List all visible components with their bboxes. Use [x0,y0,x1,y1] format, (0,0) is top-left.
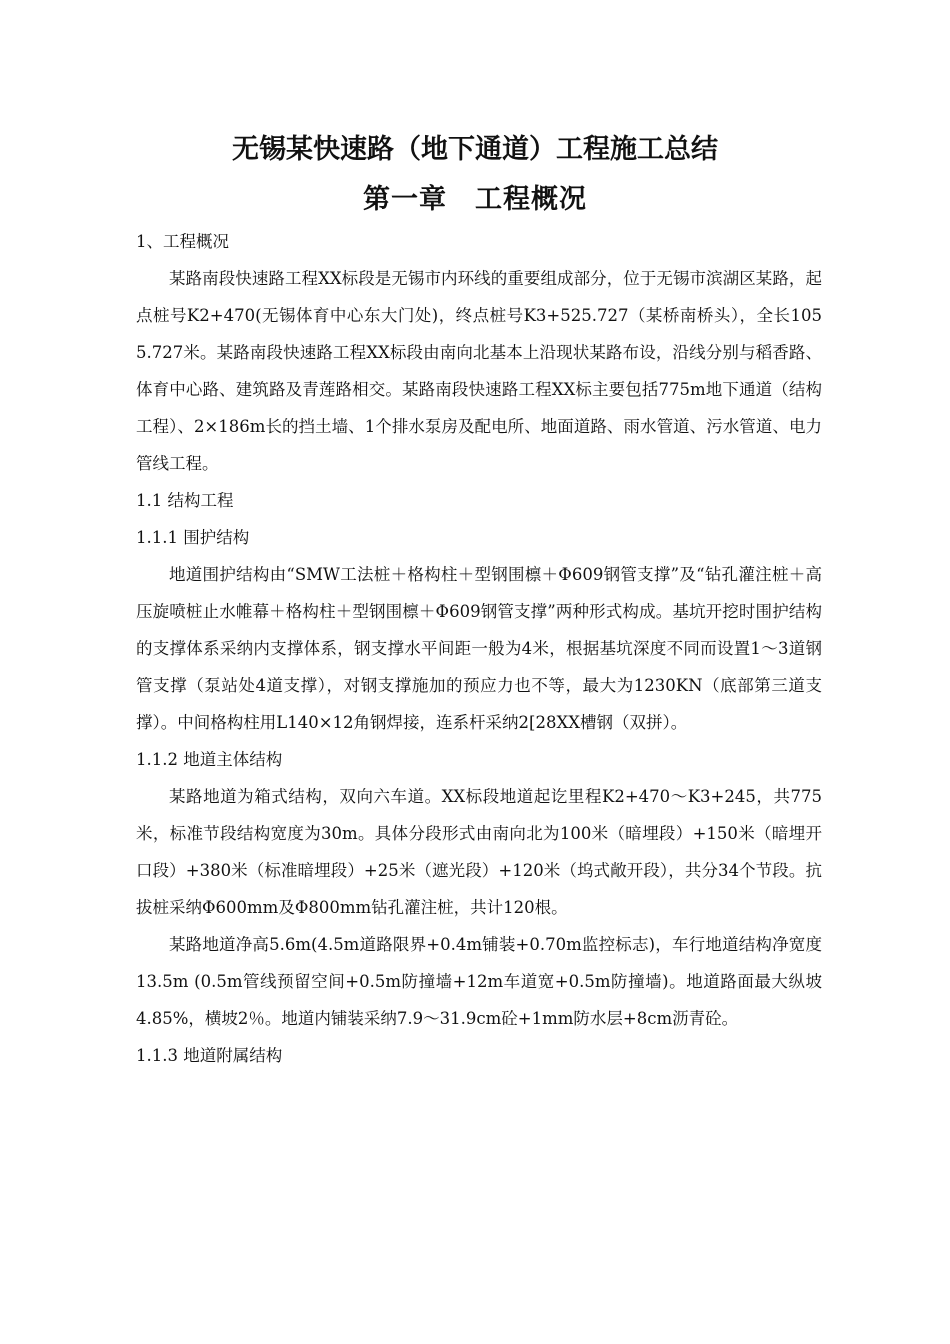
section-heading-1-1-3: 1.1.3 地道附属结构 [136,1046,283,1065]
section-heading-1-1: 1.1 结构工程 [136,491,234,510]
document-body [136,223,822,1074]
paragraph-clearance: 某路地道净高5.6m(4.5m道路限界+0.4m铺装+0.70m监控标志)，车行地道结构净宽度13.5m (0.5m管线预留空间+0.5m防撞墙+12m车道宽+0.5m防撞墙)。地道路面最大纵坡4.85%，横坡2％。地道内铺装采纳7.9～31.9cm砼+1mm防水层+8cm沥青砼。 [136,935,822,1028]
section-heading-1: 1、工程概况 [136,232,229,251]
paragraph-overview: 某路南段快速路工程XX标段是无锡市内环线的重要组成部分，位于无锡市滨湖区某路，起点桩号K2+470(无锡体育中心东大门处)，终点桩号K3+525.727（某桥南桥头），全长1055.727米。某路南段快速路工程XX标段由南向北基本上沿现状某路布设，沿线分别与稻香路、体育中心路、建筑路及青莲路相交。某路南段快速路工程XX标主要包括775m地下通道（结构工程）、2×186m长的挡土墙、1个排水泵房及配电所、地面道路、雨水管道、污水管道、电力管线工程。 [136,269,822,473]
paragraph-retaining-structure: 地道围护结构由“SMW工法桩＋格构柱＋型钢围檩＋Φ609钢管支撑”及“钻孔灌注桩＋高压旋喷桩止水帷幕＋格构柱＋型钢围檩＋Φ609钢管支撑”两种形式构成。基坑开挖时围护结构的支撑体系采纳内支撑体系，钢支撑水平间距一般为4米，根据基坑深度不同而设置1～3道钢管支撑（泵站处4道支撑），对钢支撑施加的预应力也不等，最大为1230KN（底部第三道支撑）。中间格构柱用L140×12角钢焊接，连系杆采纳2[28XX槽钢（双拼）。 [136,565,822,732]
document-title: 无锡某快速路（地下通道）工程施工总结 [232,134,718,165]
paragraph-main-structure: 某路地道为箱式结构，双向六车道。XX标段地道起讫里程K2+470～K3+245，共775米，标准节段结构宽度为30m。具体分段形式由南向北为100米（暗埋段）+150米（暗埋开口段）+380米（标准暗埋段）+25米（遮光段）+120米（坞式敞开段），共分34个节段。抗拔桩采纳Φ600mm及Φ800mm钻孔灌注桩，共计120根。 [136,787,822,917]
section-heading-1-1-1: 1.1.1 围护结构 [136,528,250,547]
chapter-title: 第一章 工程概况 [363,184,587,215]
section-heading-1-1-2: 1.1.2 地道主体结构 [136,750,283,769]
